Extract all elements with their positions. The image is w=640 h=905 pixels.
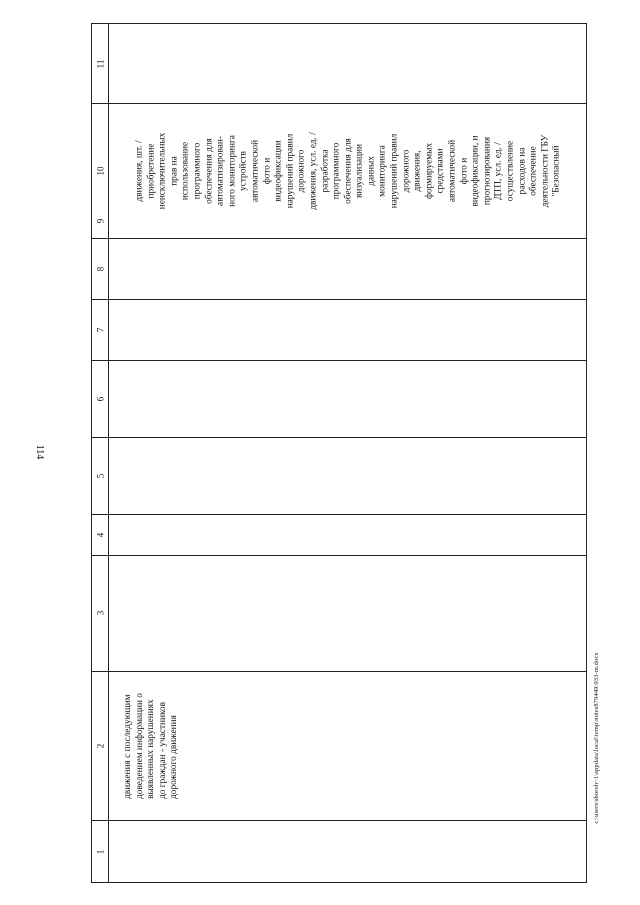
cell-column-10 [109, 104, 588, 238]
cell-column-2-text: движения с последующим доведением информации о выявленных нарушениях до граждан - участников дорожного движения [122, 693, 179, 799]
column-number-5: 5 [95, 473, 105, 478]
column-number-7: 7 [95, 327, 105, 332]
document-table [91, 23, 587, 883]
column-number-1: 1 [95, 849, 105, 855]
file-path-footer: c:\users\sboroh~1\appdata\local\temp\notes879449\933-m.docx [593, 652, 600, 824]
cell-column-10-text: движения, шт. / приобретение неисключительных прав на использование программного обеспечения для автоматизирован- ного мониторинга устройств автоматической фото и видеофиксации нарушений правил дорожного движения, усл. ед. / разработка программного обеспечения для визуализации данных мониторинга нарушений правил дорожного движения, формируемых средствами автоматической фото и видеофиксации, и прогнозирования ДТП, усл. ед. / осуществление расходов на обеспечение деятельности ГБУ "Безопасный [134, 132, 562, 210]
column-number-9: 9 [95, 218, 105, 223]
cell-column-2 [109, 672, 194, 820]
column-number-2: 2 [95, 743, 105, 748]
column-number-10: 10 [95, 166, 105, 175]
row-divider [92, 299, 586, 300]
row-divider [92, 360, 586, 361]
row-divider [92, 820, 586, 821]
column-number-11: 11 [94, 59, 105, 68]
column-number-8: 8 [95, 266, 105, 271]
row-divider [92, 238, 586, 239]
column-number-3: 3 [95, 610, 105, 616]
row-divider [92, 437, 586, 438]
row-divider [92, 514, 586, 515]
column-number-6: 6 [95, 396, 105, 401]
column-number-4: 4 [95, 532, 105, 537]
row-divider [92, 555, 586, 556]
page-number: 114 [34, 444, 45, 460]
